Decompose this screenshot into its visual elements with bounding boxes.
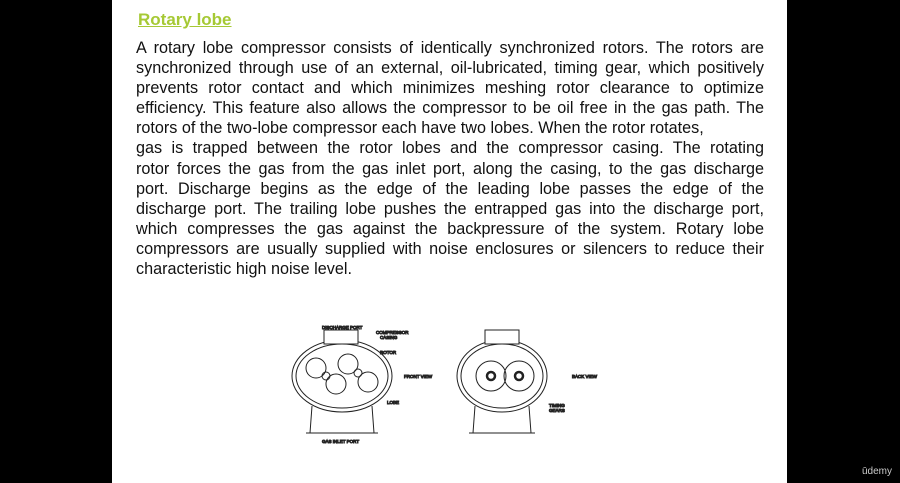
body-line: discharge port. The trailing lobe pushes the entrapped gas into the discharge port, xyxy=(136,199,764,218)
rotor-label: ROTOR xyxy=(380,350,397,355)
back-view-label: BACK VIEW xyxy=(572,374,598,379)
body-line: rotor forces the gas from the gas inlet port, along the casing, to the gas discharge xyxy=(136,159,764,178)
body-line: A rotary lobe compressor consists of identically synchronized rotors. The rotors are xyxy=(136,39,764,57)
body-line: compressors are usually supplied with noise enclosures or silencers to reduce their xyxy=(136,239,764,258)
slide-title: Rotary lobe xyxy=(138,10,232,29)
slide xyxy=(112,0,787,483)
udemy-watermark: ūdemy xyxy=(861,466,892,477)
rotary-lobe-diagram xyxy=(282,318,622,448)
discharge-port-label: DISCHARGE PORT xyxy=(322,325,363,330)
lobe-label: LOBE xyxy=(387,400,400,405)
body-line: rotors of the two-lobe compressor each have two lobes. When the rotor rotates, xyxy=(136,119,704,138)
front-view-drawing xyxy=(292,325,433,444)
body-line: characteristic high noise level. xyxy=(136,260,352,279)
back-view-drawing xyxy=(457,330,598,433)
timing-gears-label: TIMING xyxy=(549,403,565,408)
compressor-casing-label: COMPRESSOR xyxy=(376,330,409,335)
slide-body xyxy=(136,38,764,279)
compressor-casing-label-2: CASING xyxy=(380,335,398,340)
body-line: synchronized through use of an external, oil-lubricated, timing gear, which positively xyxy=(136,59,764,78)
front-view-label: FRONT VIEW xyxy=(404,374,433,379)
body-line: efficiency. This feature also allows the compressor to be oil free in the gas path. The xyxy=(136,99,764,118)
body-line: which compresses the gas against the backpressure of the system. Rotary lobe xyxy=(136,219,764,238)
body-line: port. Discharge begins as the edge of the leading lobe passes the edge of the xyxy=(136,179,764,198)
body-line: gas is trapped between the rotor lobes and the compressor casing. The rotating xyxy=(136,139,764,158)
timing-gears-label-2: GEARS xyxy=(549,408,565,413)
gas-inlet-port-label: GAS INLET PORT xyxy=(322,439,360,444)
body-line: prevents rotor contact and which minimizes meshing rotor clearance to optimize xyxy=(136,79,764,98)
